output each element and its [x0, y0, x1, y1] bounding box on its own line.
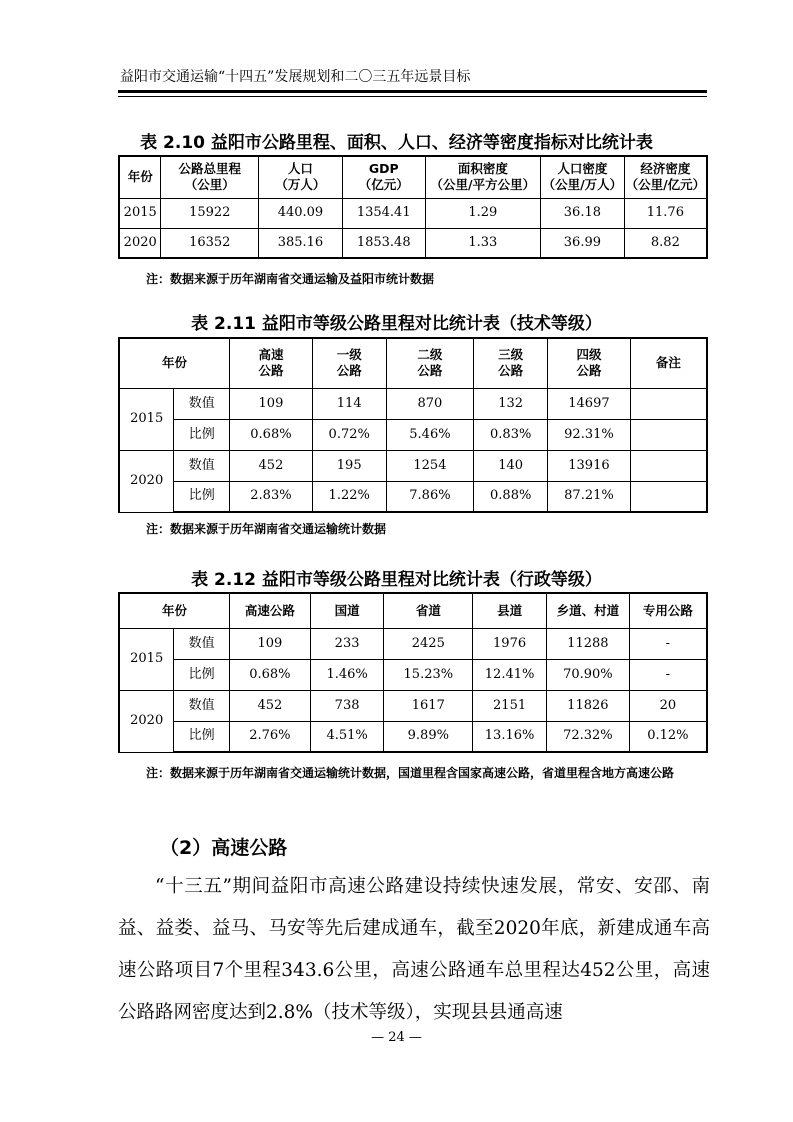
table-2-12-note: 注：数据来源于历年湖南省交通运输统计数据，国道里程含国家高速公路，省道里程含地方高速公路 [146, 766, 675, 780]
table-cell [630, 388, 707, 419]
header-rule-thick [118, 90, 707, 93]
row-label: 比例 [174, 481, 230, 512]
header-cell: 人口密度 （公里/万人） [541, 156, 625, 198]
table-cell: 114 [312, 388, 386, 419]
header-cell: 备注 [630, 338, 707, 388]
row-label: 比例 [174, 721, 230, 752]
table-cell: 0.72% [312, 419, 386, 450]
table-cell: 1354.41 [342, 198, 425, 228]
table-cell: 14697 [548, 388, 631, 419]
table-row [119, 690, 707, 721]
table-cell: 11.76 [624, 198, 707, 228]
table-cell: 5.46% [386, 419, 474, 450]
table-cell: 109 [230, 628, 311, 659]
table-cell: - [629, 659, 707, 690]
header-cell: 高速公路 [230, 593, 311, 628]
table-cell: 140 [474, 450, 548, 481]
table-cell: 0.68% [230, 419, 313, 450]
table-cell: 36.18 [541, 198, 625, 228]
table-2-11 [118, 337, 708, 513]
page-number: — 24 — [371, 1030, 422, 1045]
header-cell: 年份 [119, 593, 230, 628]
table-cell: 2015 [119, 198, 161, 228]
row-label: 数值 [174, 628, 230, 659]
table-header-row [119, 593, 707, 628]
table-header-row [119, 156, 707, 198]
table-cell [630, 450, 707, 481]
table-cell: 385.16 [259, 228, 343, 258]
table-cell: 4.51% [310, 721, 384, 752]
table-cell: 8.82 [624, 228, 707, 258]
table-cell: 15922 [161, 198, 259, 228]
table-header-row [119, 338, 707, 388]
table-row [119, 388, 707, 419]
row-label: 比例 [174, 419, 230, 450]
table-cell: 13.16% [473, 721, 547, 752]
table-cell: 16352 [161, 228, 259, 258]
header-cell: GDP （亿元） [342, 156, 425, 198]
year-cell: 2020 [119, 690, 174, 752]
row-label: 比例 [174, 659, 230, 690]
header-cell: 三级 公路 [474, 338, 548, 388]
table-cell: 1617 [384, 690, 473, 721]
table-cell: 2425 [384, 628, 473, 659]
table-row [119, 628, 707, 659]
table-cell: 738 [310, 690, 384, 721]
table-cell: 15.23% [384, 659, 473, 690]
table-cell: 1254 [386, 450, 474, 481]
header-cell: 专用公路 [629, 593, 707, 628]
table-row [119, 721, 707, 752]
table-cell: 0.88% [474, 481, 548, 512]
table-2-10-caption: 表 2.10 益阳市公路里程、面积、人口、经济等密度指标对比统计表 [140, 133, 653, 153]
table-cell: 12.41% [473, 659, 547, 690]
header-cell: 年份 [119, 338, 230, 388]
table-cell: 11288 [546, 628, 629, 659]
table-cell: 2.83% [230, 481, 313, 512]
year-cell: 2020 [119, 450, 174, 512]
table-cell [630, 419, 707, 450]
section-heading: （2）高速公路 [160, 837, 288, 859]
header-cell: 省道 [384, 593, 473, 628]
body-paragraph [118, 866, 710, 1034]
table-cell: 2.76% [230, 721, 311, 752]
table-cell: 2020 [119, 228, 161, 258]
header-cell: 人口 （万人） [259, 156, 343, 198]
header-cell: 公路总里程 （公里） [161, 156, 259, 198]
header-cell: 经济密度 （公里/亿元） [624, 156, 707, 198]
table-row [119, 198, 707, 228]
table-cell: 452 [230, 690, 311, 721]
table-cell: 452 [230, 450, 313, 481]
header-cell: 四级 公路 [548, 338, 631, 388]
table-row [119, 481, 707, 512]
table-cell: 233 [310, 628, 384, 659]
table-2-12-caption: 表 2.12 益阳市等级公路里程对比统计表（行政等级） [191, 570, 602, 590]
table-2-10-note: 注：数据来源于历年湖南省交通运输及益阳市统计数据 [146, 272, 435, 286]
table-cell: 1.46% [310, 659, 384, 690]
table-row [119, 228, 707, 258]
header-cell: 面积密度 （公里/平方公里） [425, 156, 540, 198]
table-cell: - [629, 628, 707, 659]
table-cell: 1.29 [425, 198, 540, 228]
table-cell: 7.86% [386, 481, 474, 512]
table-cell: 870 [386, 388, 474, 419]
table-cell: 36.99 [541, 228, 625, 258]
table-cell: 132 [474, 388, 548, 419]
header-cell: 高速 公路 [230, 338, 313, 388]
row-label: 数值 [174, 388, 230, 419]
table-cell: 195 [312, 450, 386, 481]
table-cell: 1.33 [425, 228, 540, 258]
table-cell: 92.31% [548, 419, 631, 450]
table-row [119, 450, 707, 481]
header-cell: 国道 [310, 593, 384, 628]
header-cell: 年份 [119, 156, 161, 198]
table-cell: 0.83% [474, 419, 548, 450]
year-cell: 2015 [119, 628, 174, 690]
table-cell: 109 [230, 388, 313, 419]
table-cell: 20 [629, 690, 707, 721]
header-cell: 县道 [473, 593, 547, 628]
header-rule-thin [118, 96, 707, 97]
table-row [119, 659, 707, 690]
table-cell: 70.90% [546, 659, 629, 690]
row-label: 数值 [174, 450, 230, 481]
table-cell: 11826 [546, 690, 629, 721]
table-cell: 1853.48 [342, 228, 425, 258]
paragraph-text: “十三五”期间益阳市高速公路建设持续快速发展，常安、安邵、南益、益娄、益马、马安等先后建成通车，截至2020年底，新建成通车高速公路项目7个里程343.6公里，高速公路通车总里程达452公里，高速公路路网密度达到2.8%（技术等级），实现县县通高速 [118, 876, 710, 1023]
table-2-10 [118, 155, 708, 259]
table-cell: 1976 [473, 628, 547, 659]
table-cell: 13916 [548, 450, 631, 481]
table-2-11-note: 注：数据来源于历年湖南省交通运输统计数据 [146, 522, 387, 536]
table-cell: 0.68% [230, 659, 311, 690]
page-header-title: 益阳市交通运输“十四五”发展规划和二〇三五年远景目标 [120, 69, 471, 85]
table-cell: 1.22% [312, 481, 386, 512]
table-cell: 87.21% [548, 481, 631, 512]
table-cell: 9.89% [384, 721, 473, 752]
table-cell: 2151 [473, 690, 547, 721]
header-cell: 乡道、村道 [546, 593, 629, 628]
year-cell: 2015 [119, 388, 174, 450]
table-cell: 440.09 [259, 198, 343, 228]
row-label: 数值 [174, 690, 230, 721]
table-cell [630, 481, 707, 512]
header-cell: 一级 公路 [312, 338, 386, 388]
table-cell: 72.32% [546, 721, 629, 752]
table-cell: 0.12% [629, 721, 707, 752]
table-2-11-caption: 表 2.11 益阳市等级公路里程对比统计表（技术等级） [191, 314, 602, 334]
header-cell: 二级 公路 [386, 338, 474, 388]
table-2-12 [118, 592, 708, 753]
table-row [119, 419, 707, 450]
